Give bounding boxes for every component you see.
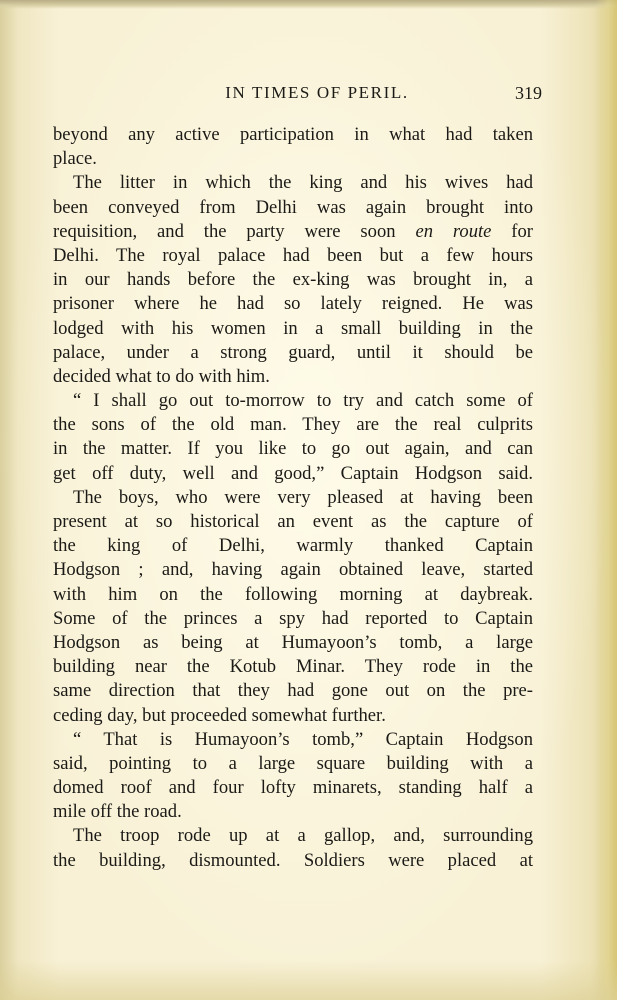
text-line: Delhi. The royal palace had been but a few hours: [53, 244, 533, 266]
text-segment: for: [491, 220, 533, 242]
text-line: building near the Kotub Minar. They rode in the: [53, 656, 533, 678]
text-line: the building, dismounted. Soldiers were placed at: [53, 849, 533, 871]
text-segment: requisition, and the party were soon: [53, 220, 416, 242]
text-line: domed roof and four lofty minarets, standing half a: [53, 777, 533, 799]
text-line: place.: [53, 148, 97, 170]
text-line: beyond any active participation in what had taken: [53, 124, 533, 145]
text-line: said, pointing to a large square building with a: [53, 752, 533, 774]
running-title: IN TIMES OF PERIL.: [225, 83, 409, 102]
text-line: Some of the princes a spy had reported to Captain: [53, 607, 533, 629]
page-top-edge: [0, 0, 617, 9]
text-line: The boys, who were very pleased at having been: [73, 486, 533, 508]
text-line: The litter in which the king and his wives had: [73, 172, 533, 194]
text-line: get off duty, well and good,” Captain Hodgson said.: [53, 462, 533, 484]
italic-phrase: en route: [415, 220, 492, 242]
text-line: in the matter. If you like to go out again, and can: [53, 438, 533, 460]
body-text: [53, 123, 533, 873]
text-line: [53, 220, 533, 244]
text-line: palace, under a strong guard, until it should be: [53, 341, 533, 363]
text-line: Hodgson ; and, having again obtained leave, started: [53, 559, 533, 581]
text-line: prisoner where he had so lately reigned. He was: [53, 293, 533, 315]
text-line: the sons of the old man. They are the real culprits: [53, 414, 533, 436]
text-line: with him on the following morning at daybreak.: [53, 583, 533, 605]
text-line: mile off the road.: [53, 801, 182, 823]
text-line: decided what to do with him.: [53, 365, 270, 387]
text-line: in our hands before the ex-king was brought in, a: [53, 269, 533, 291]
text-line: present at so historical an event as the capture of: [53, 511, 533, 532]
text-line: same direction that they had gone out on the pre-: [53, 680, 533, 702]
text-line: “ That is Humayoon’s tomb,” Captain Hodgson: [73, 728, 533, 750]
running-head: [52, 80, 542, 106]
text-line: Hodgson as being at Humayoon’s tomb, a large: [53, 631, 533, 653]
text-line: lodged with his women in a small building in the: [53, 317, 533, 339]
text-line: “ I shall go out to-morrow to try and catch some of: [73, 390, 533, 412]
text-line: The troop rode up at a gallop, and, surrounding: [73, 825, 533, 847]
text-line: the king of Delhi, warmly thanked Captain: [53, 535, 533, 557]
page-bottom-edge: [0, 960, 617, 1000]
page-right-edge: [595, 0, 617, 1000]
text-line: ceding day, but proceeded somewhat further.: [53, 704, 386, 726]
page-number: 319: [515, 83, 542, 103]
text-line: been conveyed from Delhi was again brought into: [53, 196, 533, 218]
